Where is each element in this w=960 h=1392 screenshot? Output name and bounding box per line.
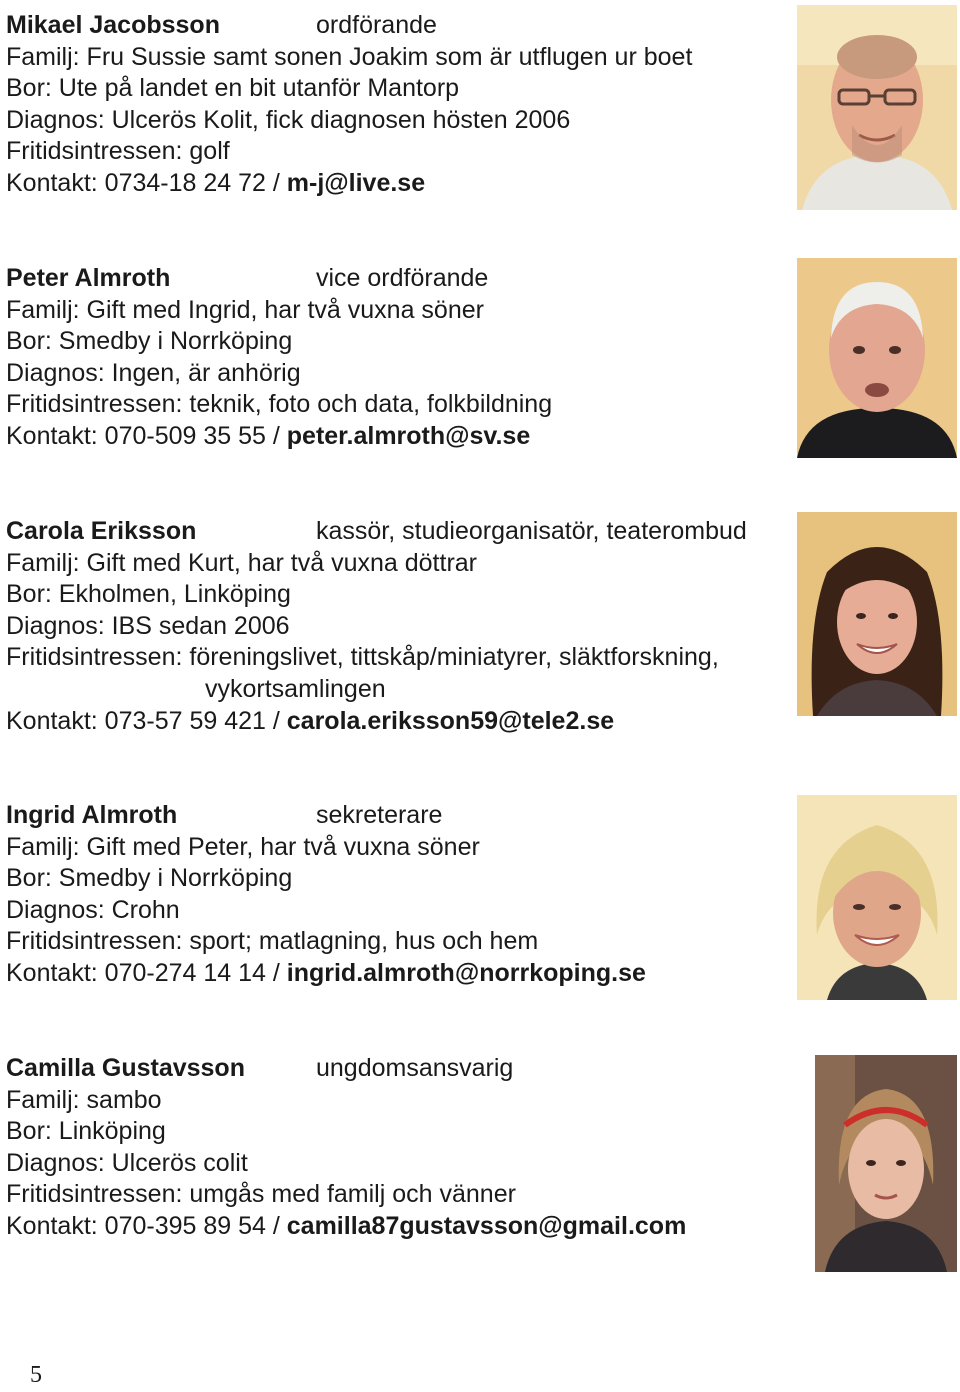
diagnosis-line: Diagnos: IBS sedan 2006 bbox=[6, 611, 290, 640]
person-entry-2 bbox=[6, 263, 786, 453]
residence-line: Bor: Linköping bbox=[6, 1117, 166, 1146]
portrait-photo-3 bbox=[797, 512, 957, 716]
person-name: Ingrid Almroth bbox=[6, 801, 178, 829]
contact-phone: Kontakt: 070-509 35 55 / bbox=[6, 421, 287, 450]
name-row bbox=[6, 10, 786, 42]
person-role: vice ordförande bbox=[316, 264, 489, 292]
interests-line: Fritidsintressen: umgås med familj och vänner bbox=[6, 1180, 516, 1209]
person-entry-1 bbox=[6, 10, 786, 200]
person-entry-3 bbox=[6, 516, 786, 737]
person-name: Peter Almroth bbox=[6, 264, 171, 292]
interests-line: Fritidsintressen: teknik, foto och data, folkbildning bbox=[6, 390, 553, 419]
name-row bbox=[6, 800, 786, 832]
contact-line bbox=[6, 168, 786, 200]
contact-phone: Kontakt: 073-57 59 421 / bbox=[6, 706, 287, 735]
name-row bbox=[6, 516, 786, 548]
residence-line: Bor: Smedby i Norrköping bbox=[6, 327, 293, 356]
interests-continuation: vykortsamlingen bbox=[205, 674, 386, 703]
email-link[interactable]: camilla87gustavsson@gmail.com bbox=[286, 1211, 687, 1240]
contact-phone: Kontakt: 070-274 14 14 / bbox=[6, 958, 287, 987]
person-name: Carola Eriksson bbox=[6, 517, 197, 545]
contact-phone: Kontakt: 0734-18 24 72 / bbox=[6, 168, 287, 197]
portrait-photo-2 bbox=[797, 258, 957, 458]
person-entry-5 bbox=[6, 1053, 786, 1243]
portrait-photo-4 bbox=[797, 795, 957, 1000]
diagnosis-line: Diagnos: Ulcerös Kolit, fick diagnosen hösten 2006 bbox=[6, 105, 571, 134]
contact-line bbox=[6, 1211, 786, 1243]
portrait-photo-4-image bbox=[797, 795, 957, 1000]
page-number: 5 bbox=[30, 1362, 42, 1388]
portrait-photo-1 bbox=[797, 5, 957, 210]
name-row bbox=[6, 1053, 786, 1085]
person-role: sekreterare bbox=[316, 801, 443, 829]
diagnosis-line: Diagnos: Crohn bbox=[6, 895, 180, 924]
contact-line bbox=[6, 706, 786, 738]
portrait-photo-1-image bbox=[797, 5, 957, 210]
contact-phone: Kontakt: 070-395 89 54 / bbox=[6, 1211, 287, 1240]
email-link[interactable]: m-j@live.se bbox=[286, 168, 426, 197]
portrait-photo-5-image bbox=[815, 1055, 957, 1272]
family-line: Familj: sambo bbox=[6, 1085, 162, 1114]
interests-line: Fritidsintressen: golf bbox=[6, 137, 230, 166]
family-line: Familj: Fru Sussie samt sonen Joakim som är utflugen ur boet bbox=[6, 42, 693, 71]
person-entry-4 bbox=[6, 800, 786, 990]
diagnosis-line: Diagnos: Ulcerös colit bbox=[6, 1148, 248, 1177]
person-name: Camilla Gustavsson bbox=[6, 1054, 245, 1082]
residence-line: Bor: Ute på landet en bit utanför Mantorp bbox=[6, 74, 460, 103]
residence-line: Bor: Ekholmen, Linköping bbox=[6, 580, 291, 609]
person-role: ungdomsansvarig bbox=[316, 1054, 514, 1082]
family-line: Familj: Gift med Peter, har två vuxna söner bbox=[6, 832, 480, 861]
portrait-photo-5 bbox=[815, 1055, 957, 1272]
person-name: Mikael Jacobsson bbox=[6, 11, 220, 39]
residence-line: Bor: Smedby i Norrköping bbox=[6, 864, 293, 893]
person-role: kassör, studieorganisatör, teaterombud bbox=[316, 517, 747, 545]
family-line: Familj: Gift med Kurt, har två vuxna döttrar bbox=[6, 548, 477, 577]
portrait-photo-3-image bbox=[797, 512, 957, 716]
contact-line bbox=[6, 421, 786, 453]
contact-line bbox=[6, 958, 786, 990]
family-line: Familj: Gift med Ingrid, har två vuxna söner bbox=[6, 295, 484, 324]
name-row bbox=[6, 263, 786, 295]
email-link[interactable]: carola.eriksson59@tele2.se bbox=[286, 706, 615, 735]
portrait-photo-2-image bbox=[797, 258, 957, 458]
interests-line: Fritidsintressen: föreningslivet, tittskåp/miniatyrer, släktforskning, bbox=[6, 643, 719, 672]
email-link[interactable]: ingrid.almroth@norrkoping.se bbox=[286, 958, 646, 987]
diagnosis-line: Diagnos: Ingen, är anhörig bbox=[6, 358, 301, 387]
person-role: ordförande bbox=[316, 11, 437, 39]
email-link[interactable]: peter.almroth@sv.se bbox=[286, 421, 531, 450]
interests-line: Fritidsintressen: sport; matlagning, hus och hem bbox=[6, 927, 539, 956]
